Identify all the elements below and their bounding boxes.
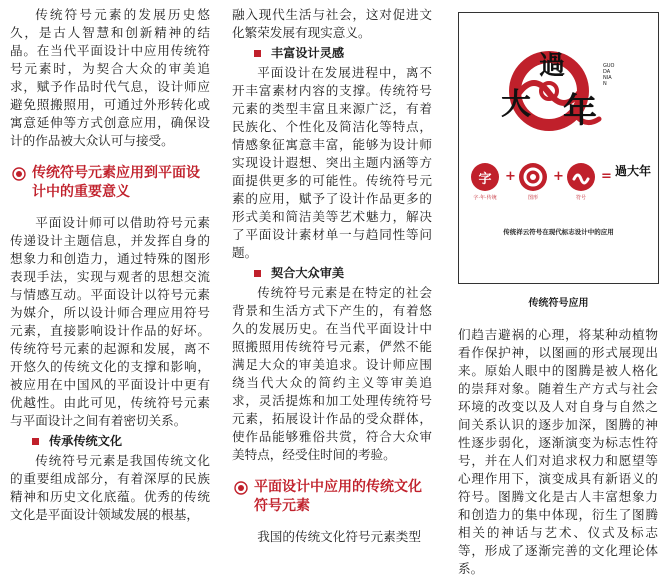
logo-cloud-icon (459, 13, 658, 153)
char-circle-icon: 字 (471, 163, 499, 191)
paragraph: 传统符号元素是我国传统文化的重要组成部分，有着深厚的民族精神和历史文化底蕴。优秀的传统文化是平面设计领域发展的根基， (10, 453, 210, 522)
logo-char: 過 (539, 51, 566, 81)
plus-icon: + (505, 169, 516, 184)
ring-circle-icon (519, 163, 547, 191)
logo-char: 大 (501, 87, 531, 122)
paragraph: 们趋吉避祸的心理，将某种动植物看作保护神，以图画的形式展现出来。原始人眼中的图腾是被人格化的崇拜对象。随着生产方式与社会环境的改变以及人对自身与自然之间关系认识的逐步加深，图腾的神性逐步弱化，逐渐演变为标志性符号，并在人们对追求权力和愿望等心理作用下，演变成具有新语义的符号。图腾文化是古人丰富想象力和创造力的集中体现，衍生了图腾相关的神话与艺术、仪式及标志等，形成了逐渐完善的文化理论体系。 (458, 327, 658, 576)
subheading-label: 丰富设计灵感 (271, 46, 345, 60)
square-bullet-icon (254, 270, 261, 277)
section-title: 传统符号元素应用到平面设计中的重要意义 (32, 165, 200, 200)
square-bullet-icon (32, 438, 39, 445)
figure-caption: 传统符号应用 (528, 298, 589, 309)
section-title: 平面设计中应用的传统文化符号元素 (254, 479, 422, 514)
subheading-label: 契合大众审美 (271, 266, 345, 280)
figure-inner-caption: 传统祥云符号在现代标志设计中的应用 (503, 228, 614, 236)
icon-label: 符号 (575, 195, 586, 201)
equals-icon: = (601, 169, 612, 184)
small-logo: 過大年 (615, 164, 652, 178)
column-3 (458, 326, 658, 578)
square-bullet-icon (254, 50, 261, 57)
subheading-label: 传承传统文化 (49, 434, 123, 448)
cloud-circle-icon (567, 163, 595, 191)
paragraph: 我国的传统文化符号元素类型 (257, 529, 421, 544)
figure-image (458, 12, 659, 284)
logo-side-text: GUO DA NIAN (603, 63, 615, 87)
icon-label: 字·年·传统 (473, 195, 497, 201)
subheading (254, 44, 432, 62)
subheading (254, 264, 432, 282)
logo-char: 年 (563, 91, 597, 131)
icon-label: 图形 (527, 195, 538, 201)
section-heading (10, 164, 210, 202)
paragraph: 融入现代生活与社会，这对促进文化繁荣发展有现实意义。 (232, 7, 432, 40)
paragraph: 传统符号元素的发展历史悠久，是古人智慧和创新精神的结晶。在当代平面设计中应用传统符号元素时，为契合大众的审美追求，赋予作品时代气息，设计师应避免照搬照用，可通过外形转化或寓意延伸等方式创意应用，确保设计的作品被大众认可与接受。 (10, 7, 210, 148)
subheading (32, 432, 210, 450)
column-2 (232, 6, 432, 546)
section-heading (232, 478, 432, 516)
paragraph: 传统符号元素是在特定的社会背景和生活方式下产生的，有着悠久的发展历史。在当代平面设计中照搬照用传统符号元素，俨然不能满足大众的审美追求。设计师应围绕当代大众的简约主义等审美追求，灵活提炼和加工处理传统符号元素，拓展设计作品的受众群体，使作品能够雅俗共赏，符合大众审美特点，经受住时间的考验。 (232, 285, 432, 462)
paragraph: 平面设计师可以借助符号元素传递设计主题信息，并发挥自身的想象力和创造力，通过特殊的图形表现手法，实现与观者的思想交流与情感互动。平面设计以符号元素为媒介，所以设计师合理应用符号元素，直接影响设计作品的好坏。传统符号元素的起源和发展，离不开悠久的传统文化的支撑和影响，被应用在中国风的平面设计中更有优越性。由此可见，传统符号元素与平面设计之间有着密切关系。 (10, 215, 210, 428)
paragraph: 平面设计在发展进程中，离不开丰富素材内容的支撑。传统符号元素的类型丰富且来源广泛，有着民族化、个性化及简洁化等特点，情感象征寓意丰富，能够为设计师实现设计遐想、突出主题内涵等方面提供更多的可能性。传统符号元素的应用，赋予了设计作品更多的形式美和简洁美等艺术魅力，解决了平面设计素材单一与趋同性等问题。 (232, 65, 432, 260)
process-row (467, 163, 652, 203)
plus-icon: + (553, 169, 564, 184)
section-bullet-icon (12, 167, 26, 181)
column-1 (10, 6, 210, 524)
section-bullet-icon (234, 481, 248, 495)
